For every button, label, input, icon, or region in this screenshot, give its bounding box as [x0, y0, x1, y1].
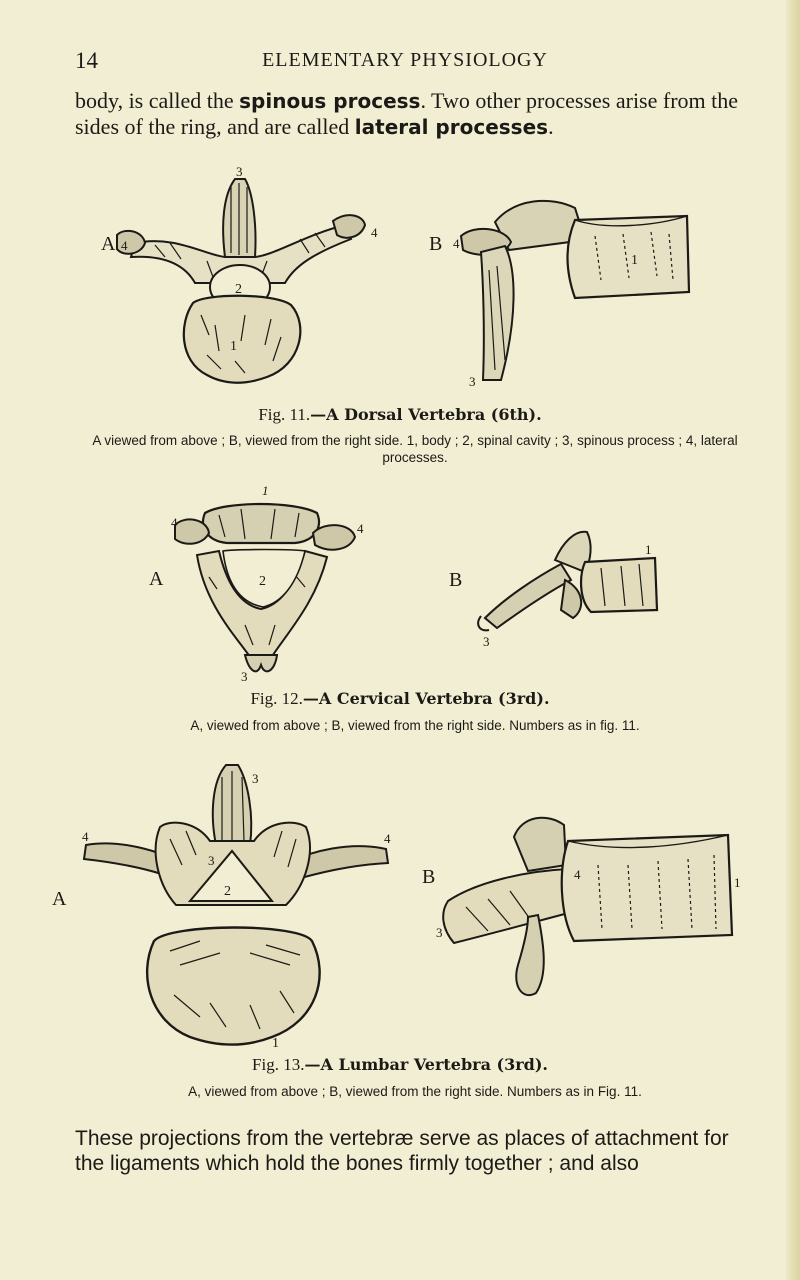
fig11-view-a [95, 165, 385, 400]
fig13-legend: A, viewed from above ; B, viewed from the right side. Numbers as in Fig. 11. [188, 1084, 642, 1099]
fig11-view-a-letter: A [101, 233, 116, 255]
dorsal-vertebra-side-view-drawing [461, 201, 689, 380]
lumbar-vertebra-side-view-drawing [443, 818, 732, 995]
running-head: ELEMENTARY PHYSIOLOGY [262, 49, 548, 71]
intro-text-1: body, is called the [75, 88, 240, 113]
fig13-a-label-4-right: 4 [384, 831, 391, 846]
fig12-a-label-4-right: 4 [357, 521, 364, 536]
intro-text-3: . [548, 114, 554, 139]
fig13-a-label-2: 2 [224, 884, 231, 899]
fig11-number: Fig. 11. [258, 405, 311, 424]
fig12-caption [0, 689, 800, 709]
dorsal-vertebra-top-view-drawing [117, 179, 365, 383]
closing-paragraph: These projections from the vertebræ serve as places of attachment for the ligaments which hold the bones firmly together ; and also [75, 1127, 729, 1175]
fig13-b-label-1: 1 [734, 875, 741, 890]
page-number: 14 [75, 48, 98, 73]
fig13-caption [0, 1055, 800, 1075]
fig12-legend: A, viewed from above ; B, viewed from the right side. Numbers as in fig. 11. [190, 718, 640, 733]
fig13-a-label-3-top: 3 [252, 771, 259, 786]
page-header [75, 48, 735, 78]
fig11-view-b [425, 180, 705, 400]
fig13-a-label-3-inner: 3 [208, 853, 215, 868]
fig11-legend: A viewed from above ; B, viewed from the right side. 1, body ; 2, spinal cavity ; 3, spinous process ; 4, lateral processes. [92, 433, 738, 465]
fig12-b-label-1: 1 [645, 542, 652, 557]
fig11-b-label-1: 1 [631, 253, 638, 268]
term-lateral-processes: lateral processes [354, 115, 549, 139]
cervical-vertebra-side-view-drawing [478, 532, 657, 631]
fig13-view-b [418, 805, 748, 1015]
page-edge-shading [786, 0, 800, 1280]
intro-paragraph [75, 88, 755, 140]
fig12-a-label-4-left: 4 [171, 515, 178, 530]
fig11-b-label-4: 4 [453, 236, 460, 251]
fig11-view-b-letter: B [429, 233, 443, 255]
fig13-view-a-letter: A [52, 888, 67, 910]
fig12-b-label-3: 3 [483, 634, 490, 649]
fig11-b-label-3: 3 [469, 374, 476, 389]
fig13-b-label-4: 4 [574, 867, 581, 882]
lumbar-vertebra-top-view-drawing [84, 765, 388, 1045]
fig11-a-label-4-left: 4 [121, 238, 128, 253]
fig12-view-b [445, 520, 685, 655]
fig11-caption [0, 405, 800, 425]
fig11-a-label-3: 3 [236, 165, 243, 179]
fig12-a-label-2: 2 [259, 574, 266, 589]
fig11-title: —A Dorsal Vertebra (6th). [310, 405, 542, 424]
term-spinous-process: spinous process [239, 89, 421, 113]
fig13-number: Fig. 13. [252, 1055, 305, 1074]
fig12-a-label-1: 1 [262, 485, 269, 498]
fig12-number: Fig. 12. [250, 689, 303, 708]
fig12-view-a-letter: A [149, 568, 164, 590]
fig13-b-label-3: 3 [436, 925, 443, 940]
fig12-a-label-3: 3 [241, 669, 248, 684]
fig13-view-b-letter: B [422, 866, 436, 888]
fig11-a-label-2: 2 [235, 282, 242, 297]
fig13-a-label-4-left: 4 [82, 829, 89, 844]
fig12-view-b-letter: B [449, 569, 463, 591]
fig11-a-label-4-right: 4 [371, 225, 378, 240]
fig13-view-a [50, 755, 410, 1055]
fig11-a-label-1: 1 [230, 339, 237, 354]
fig13-a-label-1: 1 [272, 1036, 279, 1051]
fig12-title: —A Cervical Vertebra (3rd). [302, 689, 550, 708]
intro-text-2: . Two other processes arise from the sides of the ring, and are called [75, 88, 739, 139]
fig12-view-a [145, 485, 375, 685]
fig13-title: —A Lumbar Vertebra (3rd). [304, 1055, 548, 1074]
